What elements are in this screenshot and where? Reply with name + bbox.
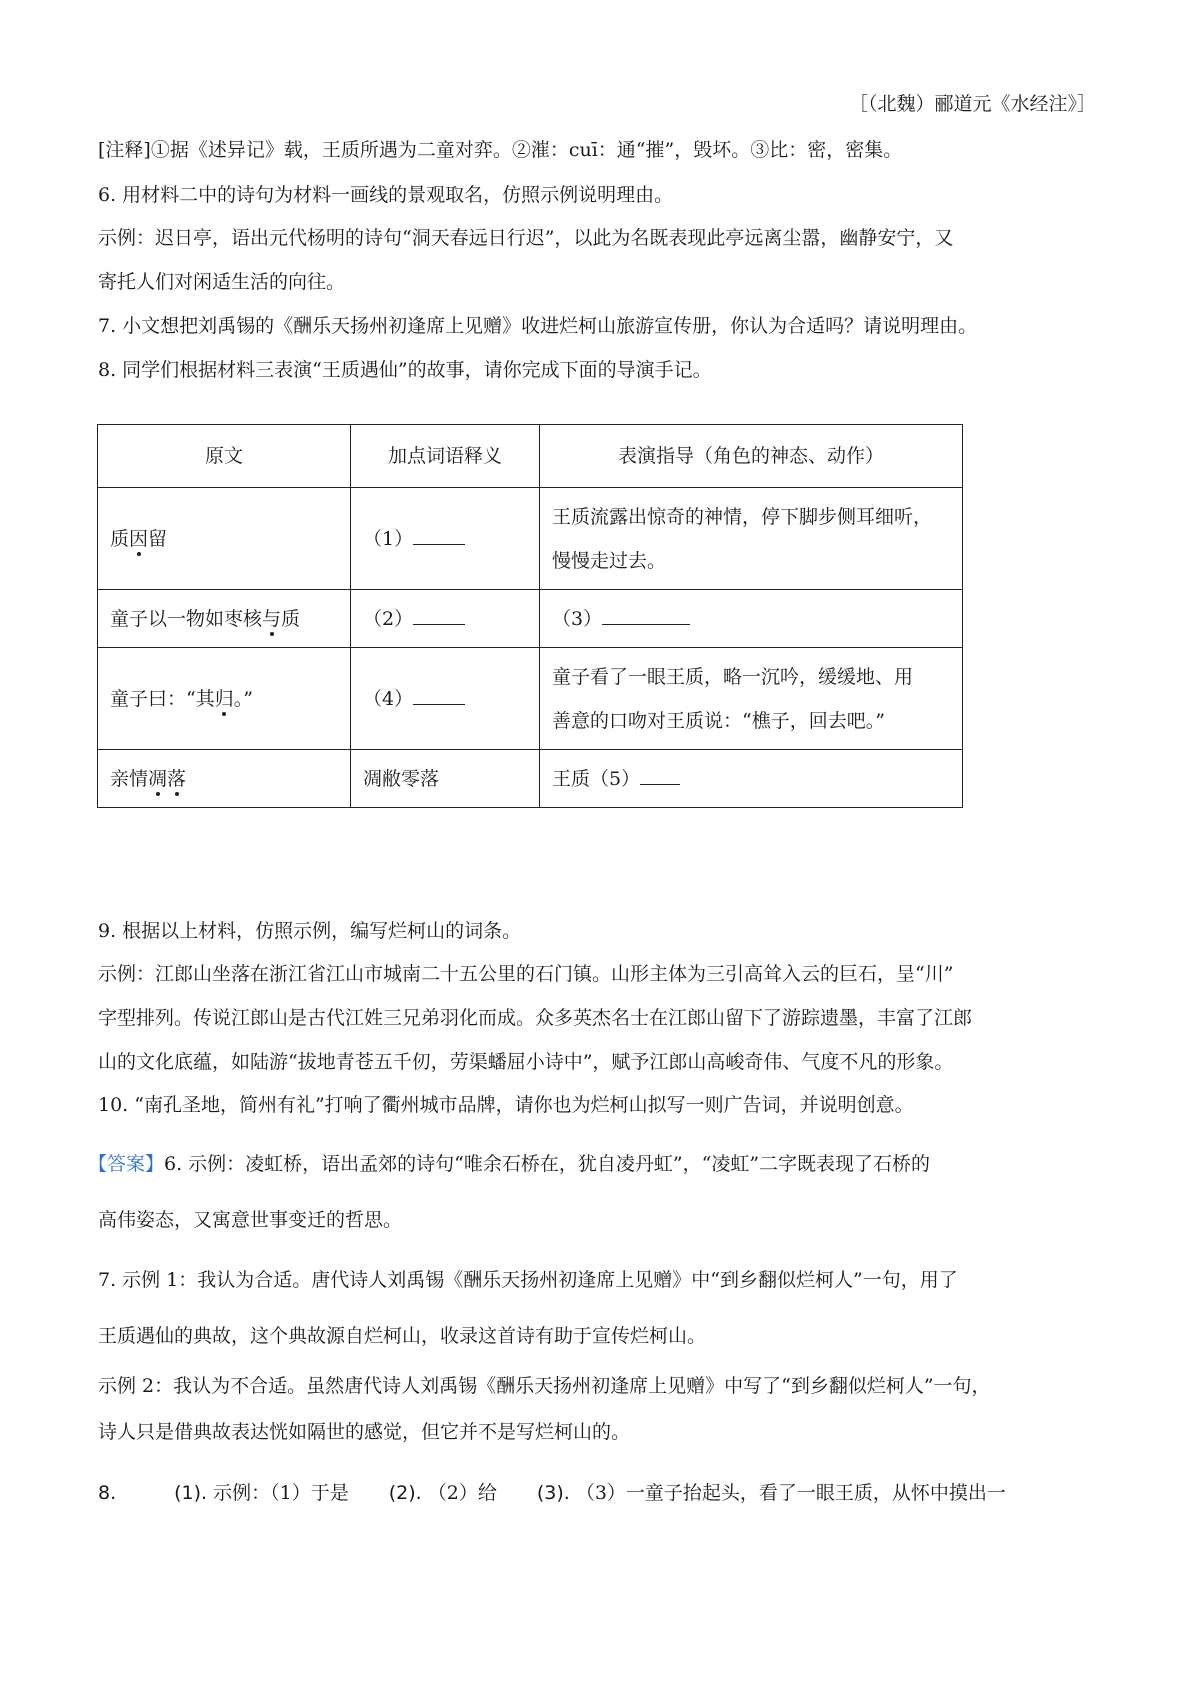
row1-guide: 王质流露出惊奇的神情，停下脚步侧耳细听， 慢慢走过去。 <box>540 488 963 590</box>
dotted-word: 与 <box>262 607 282 630</box>
answer-8-line: 8. (1). 示例：（1）于是 (2). （2）给 (3). （3）一童子抬起头，看了一眼王质，从怀中摸出一 <box>98 1482 1006 1504</box>
question-6: 6. 用材料二中的诗句为材料一画线的景观取名，仿照示例说明理由。 <box>98 184 674 206</box>
row1-original: 质因留 <box>98 488 351 590</box>
table-row <box>98 648 963 750</box>
row3-guide: 童子看了一眼王质，略一沉吟，缓缓地、用 善意的口吻对王质说：“樵子，回去吧。” <box>540 648 963 750</box>
q9-example-line-2: 字型排列。传说江郎山是古代江姓三兄弟羽化而成。众多英杰名士在江郎山留下了游踪遗墨，丰富了江郎 <box>98 1007 973 1029</box>
header-performance-guide: 表演指导（角色的神态、动作） <box>540 425 963 488</box>
dotted-word: 凋 <box>148 767 168 790</box>
row4-meaning: 凋敝零落 <box>351 750 540 808</box>
source-citation: ［（北魏）郦道元《水经注》］ <box>848 93 1096 115</box>
answer-6-line-2: 高伟姿态，又寓意世事变迁的哲思。 <box>98 1209 403 1231</box>
table-row <box>98 750 963 808</box>
row3-meaning: （4） <box>351 648 540 750</box>
table-row <box>98 488 963 590</box>
row4-original: 亲情凋落 <box>98 750 351 808</box>
q6-example-line-1: 示例：迟日亭，语出元代杨明的诗句“洞天春远日行迟”，以此为名既表现此亭远离尘嚣，幽静安宁，又 <box>98 227 954 249</box>
dotted-word: 归 <box>214 687 234 710</box>
row2-original: 童子以一物如枣核与质 <box>98 590 351 648</box>
table-row <box>98 590 963 648</box>
blank-4[interactable] <box>413 688 465 705</box>
blank-3[interactable] <box>602 608 690 625</box>
director-notes-table <box>97 424 963 808</box>
header-original-text: 原文 <box>98 425 351 488</box>
row4-guide: 王质（5） <box>540 750 963 808</box>
row2-meaning: （2） <box>351 590 540 648</box>
answer-7-line-2: 王质遇仙的典故，这个典故源自烂柯山，收录这首诗有助于宣传烂柯山。 <box>98 1325 707 1347</box>
header-word-meaning: 加点词语释义 <box>351 425 540 488</box>
question-7: 7. 小文想把刘禹锡的《酬乐天扬州初逢席上见赠》收进烂柯山旅游宣传册，你认为合适吗？请说明理由。 <box>98 315 978 337</box>
row2-guide: （3） <box>540 590 963 648</box>
row3-original: 童子曰：“其归。” <box>98 648 351 750</box>
annotation-note: [注释]①据《述异记》载，王质所遇为二童对弈。②漼：cuī：通“摧”，毁坏。③比：密，密集。 <box>98 139 903 161</box>
blank-5[interactable] <box>640 768 680 785</box>
dotted-word: 落 <box>167 767 187 790</box>
blank-2[interactable] <box>413 608 465 625</box>
answer-6-line-1: 【答案】6. 示例：凌虹桥，语出孟郊的诗句“唯余石桥在，犹自凌丹虹”，“凌虹”二字既表现了石桥的 <box>88 1153 931 1175</box>
answer-7-line-1: 7. 示例 1：我认为合适。唐代诗人刘禹锡《酬乐天扬州初逢席上见赠》中“到乡翻似烂柯人”一句，用了 <box>98 1269 958 1291</box>
q6-example-line-2: 寄托人们对闲适生活的向往。 <box>98 271 346 293</box>
question-10: 10. “南孔圣地，简州有礼”打响了衢州城市品牌，请你也为烂柯山拟写一则广告词，并说明创意。 <box>98 1094 914 1116</box>
table-header-row <box>98 425 963 488</box>
dotted-word: 因 <box>129 527 149 550</box>
answer-7-line-3: 示例 2：我认为不合适。虽然唐代诗人刘禹锡《酬乐天扬州初逢席上见赠》中写了“到乡翻似烂柯人”一句， <box>98 1375 991 1397</box>
question-9: 9. 根据以上材料，仿照示例，编写烂柯山的词条。 <box>98 920 522 942</box>
answer-7-line-4: 诗人只是借典故表达恍如隔世的感觉，但它并不是写烂柯山的。 <box>98 1421 631 1443</box>
q9-example-line-3: 山的文化底蕴，如陆游“拔地青苍五千仞，劳渠蟠屈小诗中”，赋予江郎山高峻奇伟、气度不凡的形象。 <box>98 1051 954 1073</box>
question-8: 8. 同学们根据材料三表演“王质遇仙”的故事，请你完成下面的导演手记。 <box>98 359 712 381</box>
row1-meaning: （1） <box>351 488 540 590</box>
blank-1[interactable] <box>413 528 465 545</box>
answer-tag: 【答案】 <box>88 1153 165 1175</box>
q9-example-line-1: 示例：江郎山坐落在浙江省江山市城南二十五公里的石门镇。山形主体为三引高耸入云的巨石，呈“川” <box>98 963 954 985</box>
